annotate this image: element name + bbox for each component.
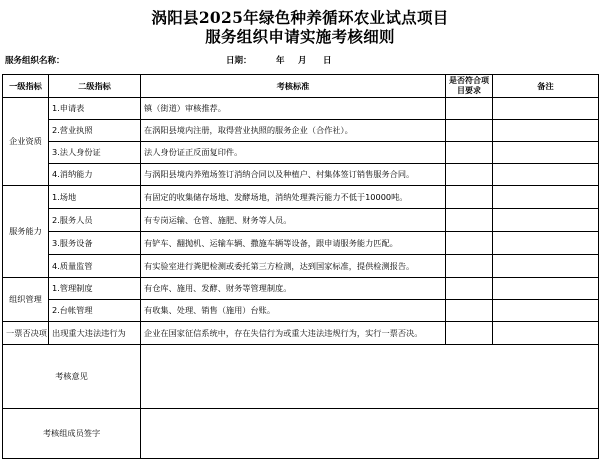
document-title-line1: 涡阳县2025年绿色种养循环农业试点项目 (151, 8, 449, 27)
signature-row (3, 409, 599, 459)
header-remarks: 备注 (493, 75, 599, 98)
standard-cell: 有实验室进行粪肥检测或委托第三方检测，达到国家标准，提供检测报告。 (141, 255, 446, 278)
standard-cell: 镇（街道）审核推荐。 (141, 98, 446, 120)
remarks-cell[interactable] (493, 300, 599, 322)
level2-cell: 3.法人身份证 (49, 142, 141, 164)
remarks-cell[interactable] (493, 278, 599, 300)
table-row (3, 255, 599, 278)
compliant-cell[interactable] (446, 300, 493, 322)
table-row (3, 186, 599, 209)
level2-cell: 4.质量监管 (49, 255, 141, 278)
group-name: 一票否决项 (3, 322, 49, 345)
day-label: 日 (323, 56, 332, 66)
opinion-row (3, 345, 599, 409)
table-row (3, 98, 599, 120)
standard-cell: 有收集、处理、销售（施用）台账。 (141, 300, 446, 322)
compliant-cell[interactable] (446, 98, 493, 120)
remarks-cell[interactable] (493, 120, 599, 142)
level2-cell: 3.服务设备 (49, 232, 141, 255)
standard-cell: 与涡阳县境内养殖场签订消纳合同以及种植户、村集体签订销售服务合同。 (141, 164, 446, 186)
remarks-cell[interactable] (493, 209, 599, 232)
header-level1: 一级指标 (3, 75, 49, 98)
date-label: 日期： (226, 56, 252, 66)
level2-cell: 1.申请表 (49, 98, 141, 120)
opinion-label: 考核意见 (3, 345, 141, 409)
standard-cell: 有专岗运输、仓管、施肥、财务等人员。 (141, 209, 446, 232)
level2-cell: 1.场地 (49, 186, 141, 209)
month-label: 月 (298, 56, 307, 66)
document-title-line2: 服务组织申请实施考核细则 (205, 27, 395, 46)
standard-cell: 法人身份证正反面复印件。 (141, 142, 446, 164)
table-row (3, 322, 599, 345)
remarks-cell[interactable] (493, 142, 599, 164)
service-org-name-label: 服务组织名称： (5, 56, 65, 66)
group-name: 企业资质 (3, 98, 49, 186)
table-row (3, 278, 599, 300)
remarks-cell[interactable] (493, 164, 599, 186)
table-row (3, 232, 599, 255)
remarks-cell[interactable] (493, 186, 599, 209)
standard-cell: 在涡阳县境内注册，取得营业执照的服务企业（合作社）。 (141, 120, 446, 142)
remarks-cell[interactable] (493, 232, 599, 255)
year-label: 年 (276, 56, 285, 66)
level2-cell: 出现重大违法违行为 (49, 322, 141, 345)
signature-field[interactable] (141, 409, 599, 459)
compliant-cell[interactable] (446, 278, 493, 300)
remarks-cell[interactable] (493, 98, 599, 120)
table-row (3, 209, 599, 232)
opinion-field[interactable] (141, 345, 599, 409)
signature-label: 考核组成员签字 (3, 409, 141, 459)
table-row (3, 142, 599, 164)
compliant-cell[interactable] (446, 164, 493, 186)
standard-cell: 有仓库、施用、发酵、财务等管理制度。 (141, 278, 446, 300)
group-name: 组织管理 (3, 278, 49, 322)
compliant-cell[interactable] (446, 142, 493, 164)
header-compliant: 是否符合项目要求 (446, 75, 493, 98)
standard-cell: 有铲车、翻抛机、运输车辆、撒施车辆等设备，跟申请服务能力匹配。 (141, 232, 446, 255)
compliant-cell[interactable] (446, 120, 493, 142)
compliant-cell[interactable] (446, 255, 493, 278)
compliant-cell[interactable] (446, 209, 493, 232)
level2-cell: 2.服务人员 (49, 209, 141, 232)
remarks-cell[interactable] (493, 322, 599, 345)
table-row (3, 164, 599, 186)
level2-cell: 2.营业执照 (49, 120, 141, 142)
level2-cell: 2.台帐管理 (49, 300, 141, 322)
header-level2: 二级指标 (49, 75, 141, 98)
standard-cell: 有固定的收集储存场地、发酵场地，消纳处理粪污能力不低于10000吨。 (141, 186, 446, 209)
standard-cell: 企业在国家征信系统中，存在失信行为或重大违法违规行为，实行一票否决。 (141, 322, 446, 345)
header-standard: 考核标准 (141, 75, 446, 98)
level2-cell: 4.消纳能力 (49, 164, 141, 186)
assessment-table (2, 74, 599, 459)
level2-cell: 1.管理制度 (49, 278, 141, 300)
table-row (3, 120, 599, 142)
compliant-cell[interactable] (446, 322, 493, 345)
group-name: 服务能力 (3, 186, 49, 278)
remarks-cell[interactable] (493, 255, 599, 278)
compliant-cell[interactable] (446, 186, 493, 209)
table-row (3, 300, 599, 322)
table-header-row (3, 75, 599, 98)
compliant-cell[interactable] (446, 232, 493, 255)
